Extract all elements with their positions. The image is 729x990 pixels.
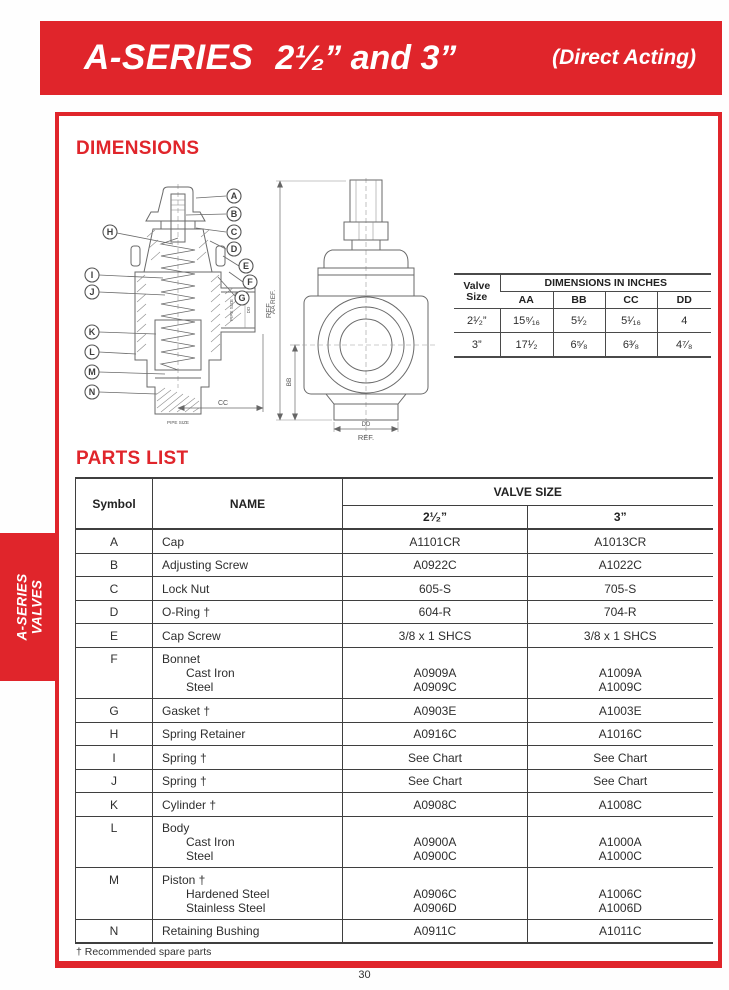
table-row (76, 816, 713, 868)
dim-table-row (454, 333, 711, 358)
svg-text:J: J (89, 287, 95, 297)
table-row (76, 868, 713, 920)
valve-exterior-drawing (266, 176, 451, 442)
part-number-cell: A1022C (528, 553, 713, 577)
table-row (76, 553, 713, 577)
part-number-cell: A0916C (343, 722, 528, 746)
name-cell: Bonnet Cast Iron Steel (153, 647, 343, 699)
subtitle: (Direct Acting) (552, 46, 696, 69)
part-number-cell: A1008C (528, 793, 713, 817)
aa-dimension (270, 181, 346, 420)
callout-h (103, 225, 173, 244)
symbol-cell: G (76, 699, 153, 723)
callout-b (186, 207, 241, 221)
name-cell: Body Cast Iron Steel (153, 816, 343, 868)
symbol-cell: K (76, 793, 153, 817)
dim-table-body (454, 309, 711, 358)
name-cell: O-Ring † (153, 600, 343, 624)
dimension-value-cell: 6⁵⁄₈ (553, 333, 605, 358)
part-number-cell: A0908C (343, 793, 528, 817)
dimension-value-cell: 17¹⁄₂ (500, 333, 553, 358)
part-number-cell: A0909A A0909C (343, 647, 528, 699)
symbol-cell: A (76, 529, 153, 553)
dimension-value-cell: 5¹⁄₁₆ (605, 309, 657, 333)
size-column-header-3: 3” (528, 506, 713, 530)
svg-text:F: F (247, 277, 253, 287)
svg-text:K: K (88, 327, 96, 337)
name-cell: Adjusting Screw (153, 553, 343, 577)
dd-ref-label: REF. (357, 433, 375, 442)
part-number-cell: A0900A A0900C (343, 816, 528, 868)
symbol-cell: N (76, 919, 153, 943)
part-number-cell: 604-R (343, 600, 528, 624)
aa-ref-label: AA REF. (270, 289, 277, 315)
col-header-aa: AA (500, 292, 553, 309)
dim-table-row (454, 309, 711, 333)
symbol-cell: D (76, 600, 153, 624)
name-cell: Lock Nut (153, 577, 343, 601)
callout-e (223, 256, 253, 273)
valve-exterior-outline (294, 178, 438, 438)
callout-a (196, 189, 241, 203)
part-number-cell: 705-S (528, 577, 713, 601)
table-row (76, 793, 713, 817)
part-number-cell: A1101CR (343, 529, 528, 553)
table-row (76, 769, 713, 793)
name-cell: Cylinder † (153, 793, 343, 817)
symbol-cell: H (76, 722, 153, 746)
svg-text:L: L (89, 347, 95, 357)
part-number-cell: A0922C (343, 553, 528, 577)
dimension-value-cell: 4⁷⁄₈ (657, 333, 711, 358)
callout-k (85, 325, 156, 339)
part-number-cell: See Chart (343, 769, 528, 793)
dimensions-heading: DIMENSIONS (76, 138, 200, 159)
table-row (76, 577, 713, 601)
callout-f (229, 272, 257, 289)
callout-j (85, 285, 165, 299)
symbol-cell: F (76, 647, 153, 699)
svg-text:C: C (230, 227, 238, 237)
part-number-cell: A1013CR (528, 529, 713, 553)
callout-m (85, 365, 165, 379)
table-row (76, 919, 713, 943)
dimension-value-cell: 15⁹⁄₁₆ (500, 309, 553, 333)
name-cell: Retaining Bushing (153, 919, 343, 943)
title-banner (40, 21, 722, 95)
parts-list-heading: PARTS LIST (76, 448, 189, 469)
dimension-value-cell: 5¹⁄₂ (553, 309, 605, 333)
cc-dimension (167, 334, 263, 425)
svg-text:H: H (106, 227, 114, 237)
bb-dimension (286, 345, 300, 420)
symbol-cell: E (76, 624, 153, 648)
symbol-cell: L (76, 816, 153, 868)
valve-cross-section-drawing (83, 182, 278, 432)
part-number-cell: A1003E (528, 699, 713, 723)
bb-label: BB (286, 377, 293, 387)
svg-text:G: G (238, 293, 246, 303)
callout-n (85, 385, 157, 399)
col-header-cc: CC (605, 292, 657, 309)
part-number-cell: A1006C A1006D (528, 868, 713, 920)
valve-size-cell: 2¹⁄₂” (454, 309, 500, 333)
pipe-size-bottom-label: PIPE SIZE (167, 420, 189, 425)
symbol-cell: C (76, 577, 153, 601)
name-cell: Spring Retainer (153, 722, 343, 746)
svg-text:D: D (230, 244, 238, 254)
name-cell: Cap (153, 529, 343, 553)
table-row (76, 722, 713, 746)
table-row (76, 746, 713, 770)
dd-label: DD (361, 422, 371, 428)
symbol-column-header: Symbol (76, 478, 153, 529)
parts-table-body (76, 529, 713, 943)
side-tab-label: A-SERIES VALVES (14, 573, 45, 641)
valve-size-corner-header: Valve Size (454, 274, 500, 309)
side-tab (0, 533, 59, 681)
part-number-cell: 704-R (528, 600, 713, 624)
dd-port-label: DD (246, 306, 251, 314)
callout-c (196, 225, 241, 239)
part-number-cell: See Chart (528, 746, 713, 770)
svg-text:E: E (242, 261, 250, 271)
size-column-header-2-half: 2¹⁄₂” (343, 506, 528, 530)
table-row (76, 529, 713, 553)
symbol-cell: M (76, 868, 153, 920)
parts-list-table (75, 477, 713, 944)
name-cell: Spring † (153, 769, 343, 793)
table-row (76, 699, 713, 723)
table-row (76, 600, 713, 624)
dimensions-table (454, 273, 711, 358)
svg-text:B: B (230, 209, 238, 219)
name-cell: Piston † Hardened Steel Stainless Steel (153, 868, 343, 920)
name-cell: Cap Screw (153, 624, 343, 648)
symbol-cell: I (76, 746, 153, 770)
page-number: 30 (358, 969, 371, 981)
name-column-header: NAME (153, 478, 343, 529)
part-number-cell: A1016C (528, 722, 713, 746)
name-cell: Gasket † (153, 699, 343, 723)
part-number-cell: A1011C (528, 919, 713, 943)
dd-dimension (334, 422, 398, 442)
dimension-value-cell: 6³⁄₈ (605, 333, 657, 358)
part-number-cell: 605-S (343, 577, 528, 601)
part-number-cell: A0911C (343, 919, 528, 943)
dimension-value-cell: 4 (657, 309, 711, 333)
cc-label: CC (217, 400, 229, 407)
col-header-dd: DD (657, 292, 711, 309)
part-number-cell: See Chart (343, 746, 528, 770)
table-row (76, 647, 713, 699)
dimensions-in-inches-header: DIMENSIONS IN INCHES (500, 274, 711, 292)
symbol-cell: J (76, 769, 153, 793)
ref-label: REF. (264, 301, 273, 319)
valve-size-cell: 3” (454, 333, 500, 358)
svg-text:I: I (90, 270, 94, 280)
col-header-bb: BB (553, 292, 605, 309)
table-row (76, 624, 713, 648)
pipe-size-right-label: PIPE SIZE (229, 299, 234, 321)
svg-text:N: N (88, 387, 96, 397)
part-number-cell: A0906C A0906D (343, 868, 528, 920)
name-cell: Spring † (153, 746, 343, 770)
part-number-cell: A1009A A1009C (528, 647, 713, 699)
callout-i (85, 268, 163, 282)
part-number-cell: A1000A A1000C (528, 816, 713, 868)
series-title: A-SERIES (84, 38, 254, 77)
svg-text:M: M (88, 367, 96, 377)
callout-l (85, 345, 136, 359)
svg-text:A: A (230, 191, 238, 201)
size-title: 2¹⁄₂” and 3” (275, 38, 457, 77)
symbol-cell: B (76, 553, 153, 577)
valve-size-header: VALVE SIZE (343, 478, 713, 506)
part-number-cell: A0903E (343, 699, 528, 723)
part-number-cell: 3/8 x 1 SHCS (528, 624, 713, 648)
part-number-cell: See Chart (528, 769, 713, 793)
part-number-cell: 3/8 x 1 SHCS (343, 624, 528, 648)
footnote: † Recommended spare parts (76, 946, 212, 958)
